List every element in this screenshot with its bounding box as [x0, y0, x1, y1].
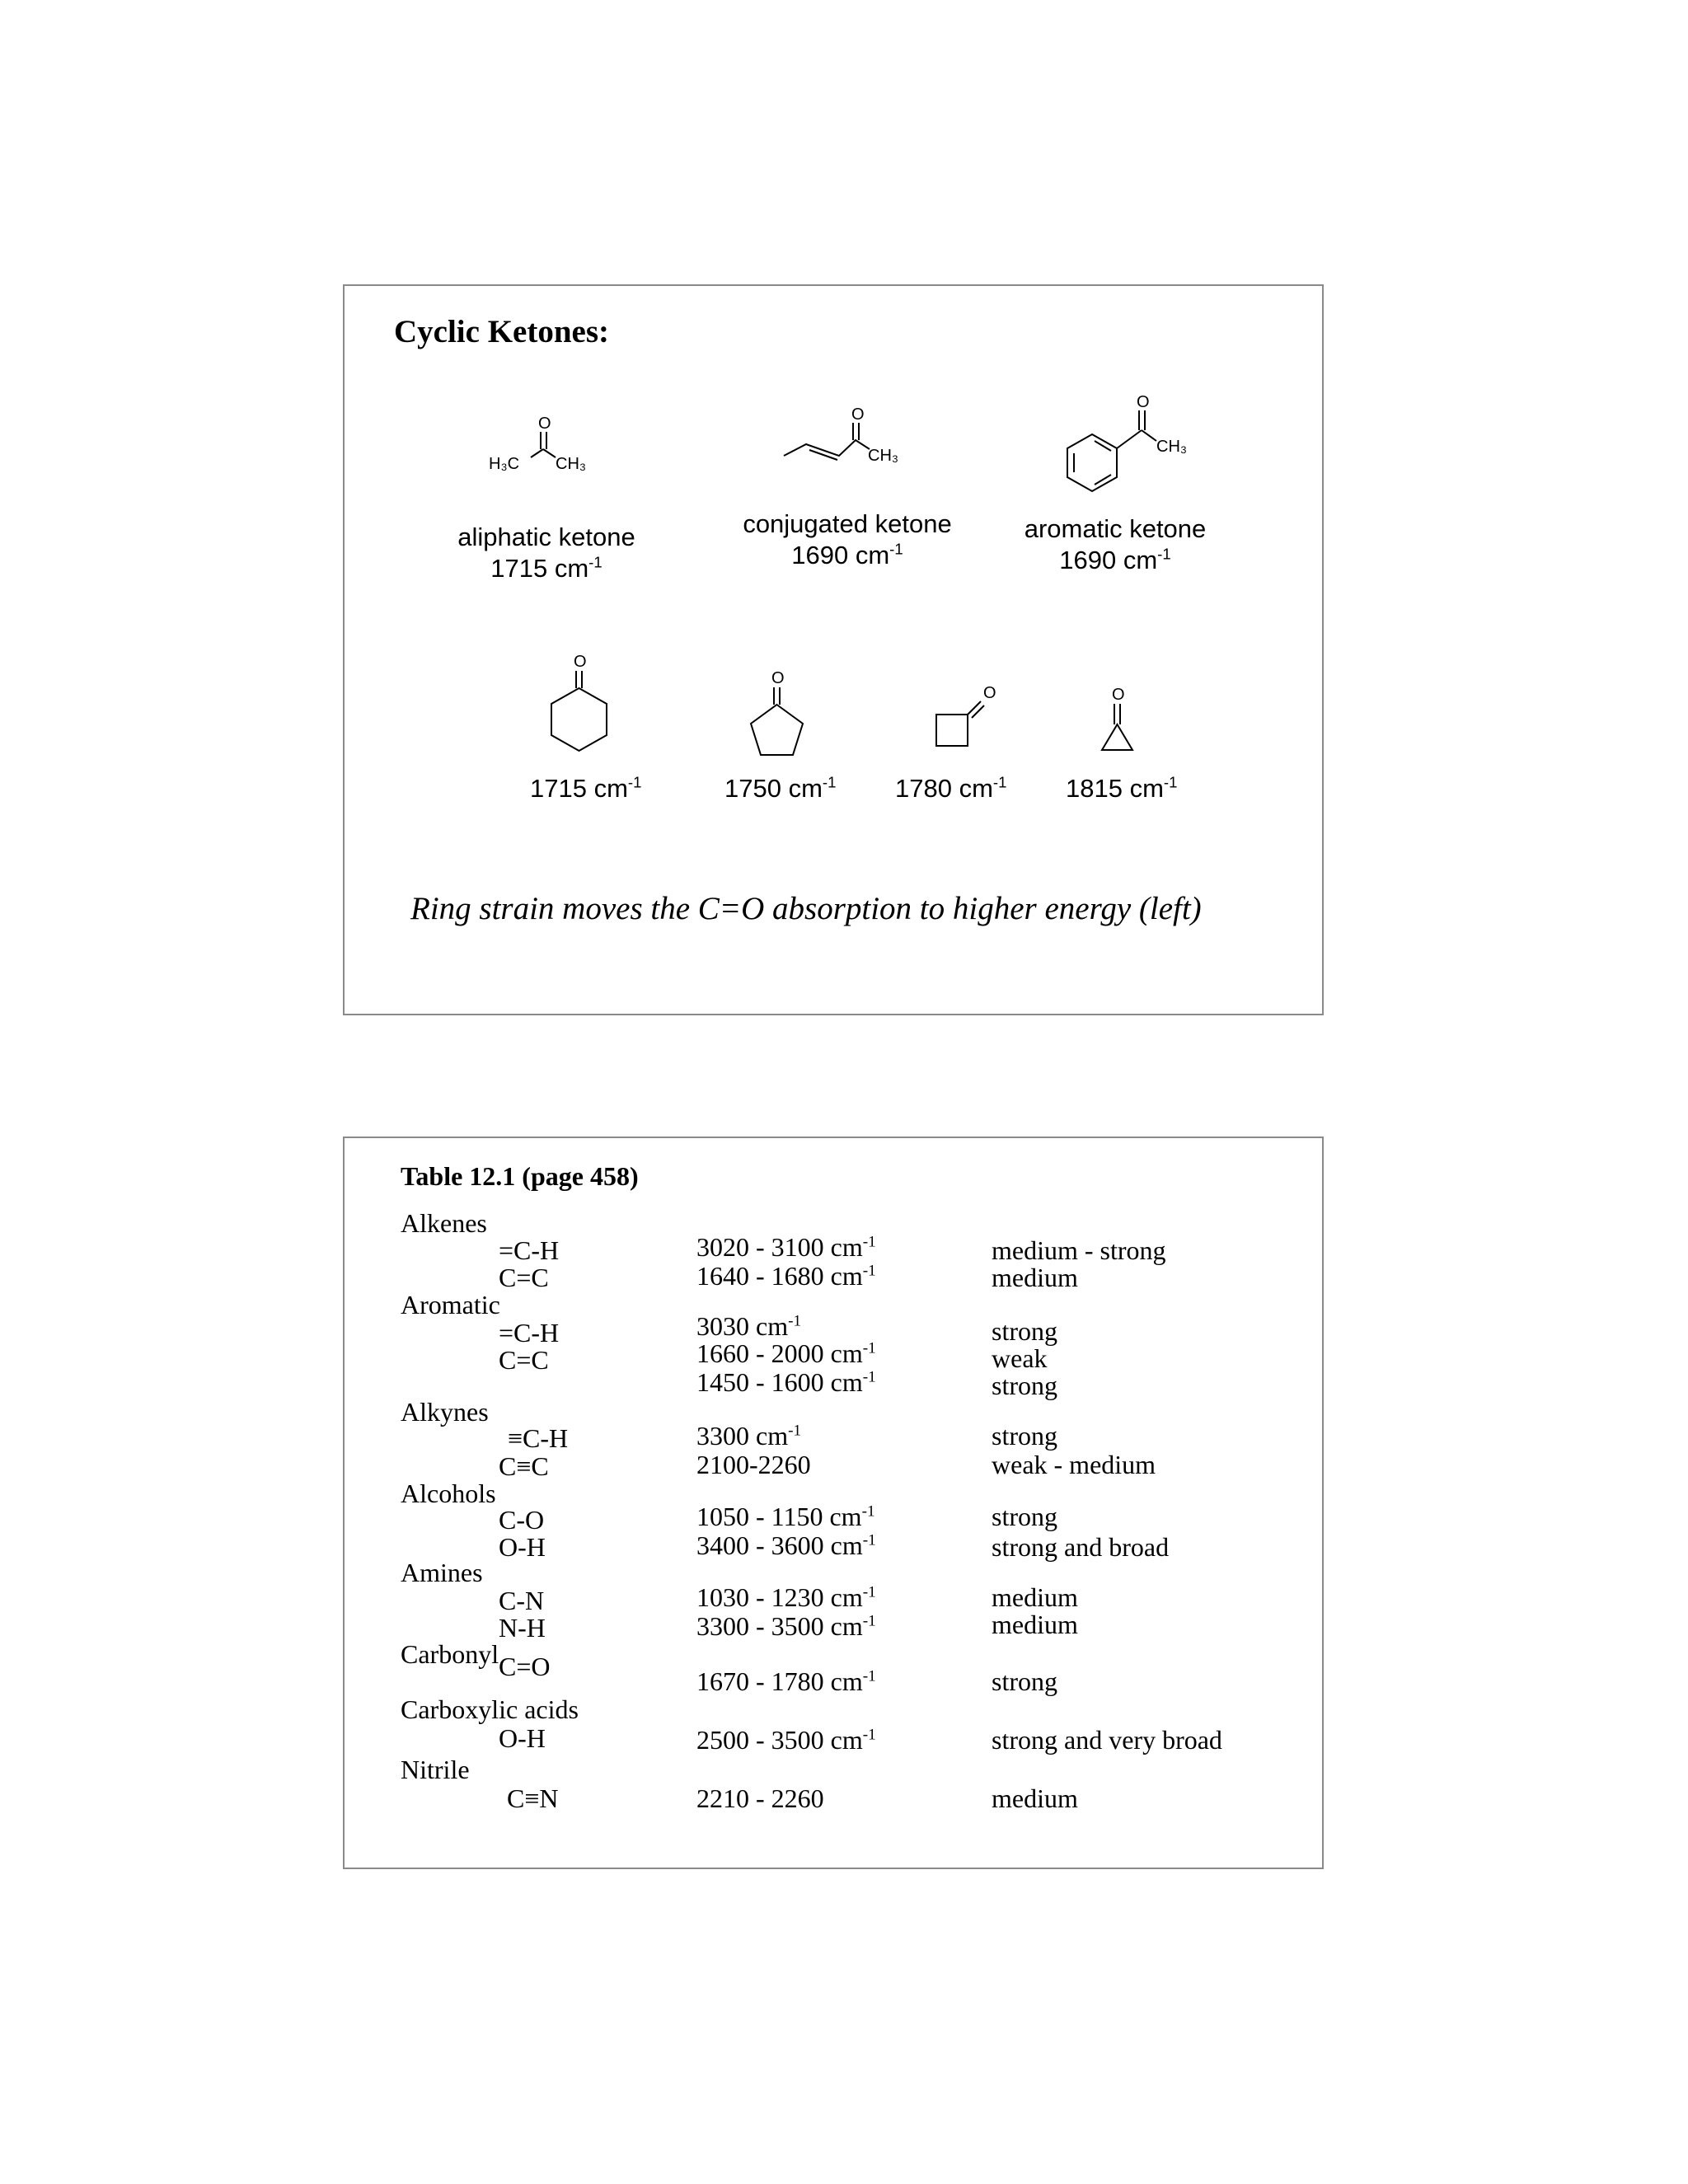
table-title: Table 12.1 (page 458)	[401, 1161, 639, 1191]
group-amines: Amines	[401, 1558, 483, 1587]
group-alcohols: Alcohols	[401, 1479, 496, 1508]
intensity-value: strong	[992, 1371, 1057, 1400]
bond-label: C≡C	[499, 1451, 549, 1481]
bond-label: =C-H	[499, 1235, 560, 1265]
bond-label: O-H	[499, 1532, 546, 1562]
aromatic-ketone-structure	[1053, 389, 1210, 509]
svg-text:O: O	[983, 684, 996, 702]
aromatic-ketone-name: aromatic ketone	[1024, 514, 1207, 543]
cyclopentanone-wavenumber: 1750 $cm^{-1}$	[724, 773, 837, 803]
svg-text:O: O	[1137, 393, 1150, 411]
bond-label: C-O	[499, 1505, 545, 1535]
svg-text:CH₃: CH₃	[1156, 438, 1188, 456]
bond-label: O-H	[499, 1723, 546, 1753]
intensity-value: strong	[992, 1421, 1057, 1451]
intensity-value: strong and broad	[992, 1532, 1170, 1562]
range-value: 1050 - 1150 $cm^{-1}$	[696, 1502, 875, 1531]
cyclopentanone-structure	[732, 665, 823, 768]
intensity-value: medium - strong	[992, 1235, 1166, 1265]
slide-title: Cyclic Ketones:	[394, 314, 610, 349]
cyclopropanone-wavenumber: 1815 $cm^{-1}$	[1066, 773, 1178, 803]
svg-text:H₃C: H₃C	[489, 455, 520, 473]
aliphatic-ketone-label	[439, 522, 654, 584]
group-nitrile: Nitrile	[401, 1755, 470, 1784]
aliphatic-ketone-structure	[485, 410, 608, 476]
cyclohexanone-wavenumber: 1715 $cm^{-1}$	[530, 773, 642, 803]
bond-label: =C-H	[499, 1318, 560, 1347]
ring-strain-note: Ring strain moves the C=O absorption to higher energy (left)	[410, 891, 1202, 926]
conjugated-ketone-structure	[769, 401, 917, 467]
intensity-value: medium	[992, 1263, 1078, 1292]
cyclobutanone-structure	[921, 682, 1012, 764]
range-value: 3020 - 3100 $cm^{-1}$	[696, 1232, 876, 1262]
range-value: 3400 - 3600 $cm^{-1}$	[696, 1530, 876, 1560]
slide-ir-table	[343, 1137, 1324, 1869]
aromatic-ketone-label	[1004, 513, 1226, 576]
group-alkenes: Alkenes	[401, 1208, 487, 1238]
svg-text:O: O	[538, 415, 551, 433]
range-value: 1670 - 1780 $cm^{-1}$	[696, 1666, 876, 1696]
range-value: 2210 - 2260	[696, 1783, 824, 1813]
svg-text:O: O	[1112, 686, 1125, 704]
range-value: 2100-2260	[696, 1450, 811, 1479]
svg-text:O: O	[574, 653, 587, 671]
cyclobutanone-wavenumber: 1780 $cm^{-1}$	[895, 773, 1007, 803]
intensity-value: strong	[992, 1316, 1057, 1346]
aromatic-ketone-wavenumber: 1690 $cm^{-1}$	[1059, 545, 1171, 574]
intensity-value: strong and very broad	[992, 1725, 1222, 1755]
bond-label: C≡N	[507, 1783, 559, 1813]
range-value: 1640 - 1680 $cm^{-1}$	[696, 1261, 876, 1291]
conjugated-ketone-label	[724, 509, 971, 571]
intensity-value: strong	[992, 1666, 1057, 1696]
bond-label: N-H	[499, 1613, 546, 1643]
intensity-value: weak	[992, 1343, 1048, 1373]
slide-cyclic-ketones	[343, 284, 1324, 1015]
aliphatic-ketone-wavenumber: 1715 $cm^{-1}$	[490, 553, 603, 583]
bond-label: C=O	[499, 1652, 551, 1681]
range-value: 3300 $cm^{-1}$	[696, 1421, 802, 1451]
svg-text:CH₃: CH₃	[868, 447, 899, 465]
cyclohexanone-structure	[534, 649, 625, 764]
svg-text:CH₃: CH₃	[556, 455, 587, 473]
svg-text:O: O	[851, 405, 865, 424]
range-value: 1450 - 1600 $cm^{-1}$	[696, 1367, 876, 1397]
range-value: 3300 - 3500 $cm^{-1}$	[696, 1611, 876, 1641]
group-aromatic: Aromatic	[401, 1290, 500, 1319]
intensity-value: strong	[992, 1502, 1057, 1531]
range-value: 1660 - 2000 $cm^{-1}$	[696, 1338, 876, 1368]
bond-label: C=C	[499, 1345, 549, 1375]
range-value: 3030 $cm^{-1}$	[696, 1311, 802, 1341]
conjugated-ketone-wavenumber: 1690 $cm^{-1}$	[791, 540, 903, 569]
range-value: 1030 - 1230 $cm^{-1}$	[696, 1582, 876, 1612]
group-carboxylic-acids: Carboxylic acids	[401, 1694, 579, 1724]
range-value: 2500 - 3500 $cm^{-1}$	[696, 1725, 876, 1755]
group-alkynes: Alkynes	[401, 1397, 489, 1427]
cyclopropanone-structure	[1086, 682, 1152, 764]
intensity-value: medium	[992, 1610, 1078, 1639]
bond-label: ≡C-H	[508, 1423, 569, 1453]
svg-text:O: O	[771, 669, 785, 687]
bond-label: C=C	[499, 1263, 549, 1292]
bond-label: C-N	[499, 1586, 545, 1615]
group-carbonyl: Carbonyl	[401, 1639, 499, 1669]
intensity-value: weak - medium	[992, 1450, 1156, 1479]
conjugated-ketone-name: conjugated ketone	[743, 509, 952, 538]
intensity-value: medium	[992, 1783, 1078, 1813]
intensity-value: medium	[992, 1582, 1078, 1612]
aliphatic-ketone-name: aliphatic ketone	[457, 523, 635, 551]
